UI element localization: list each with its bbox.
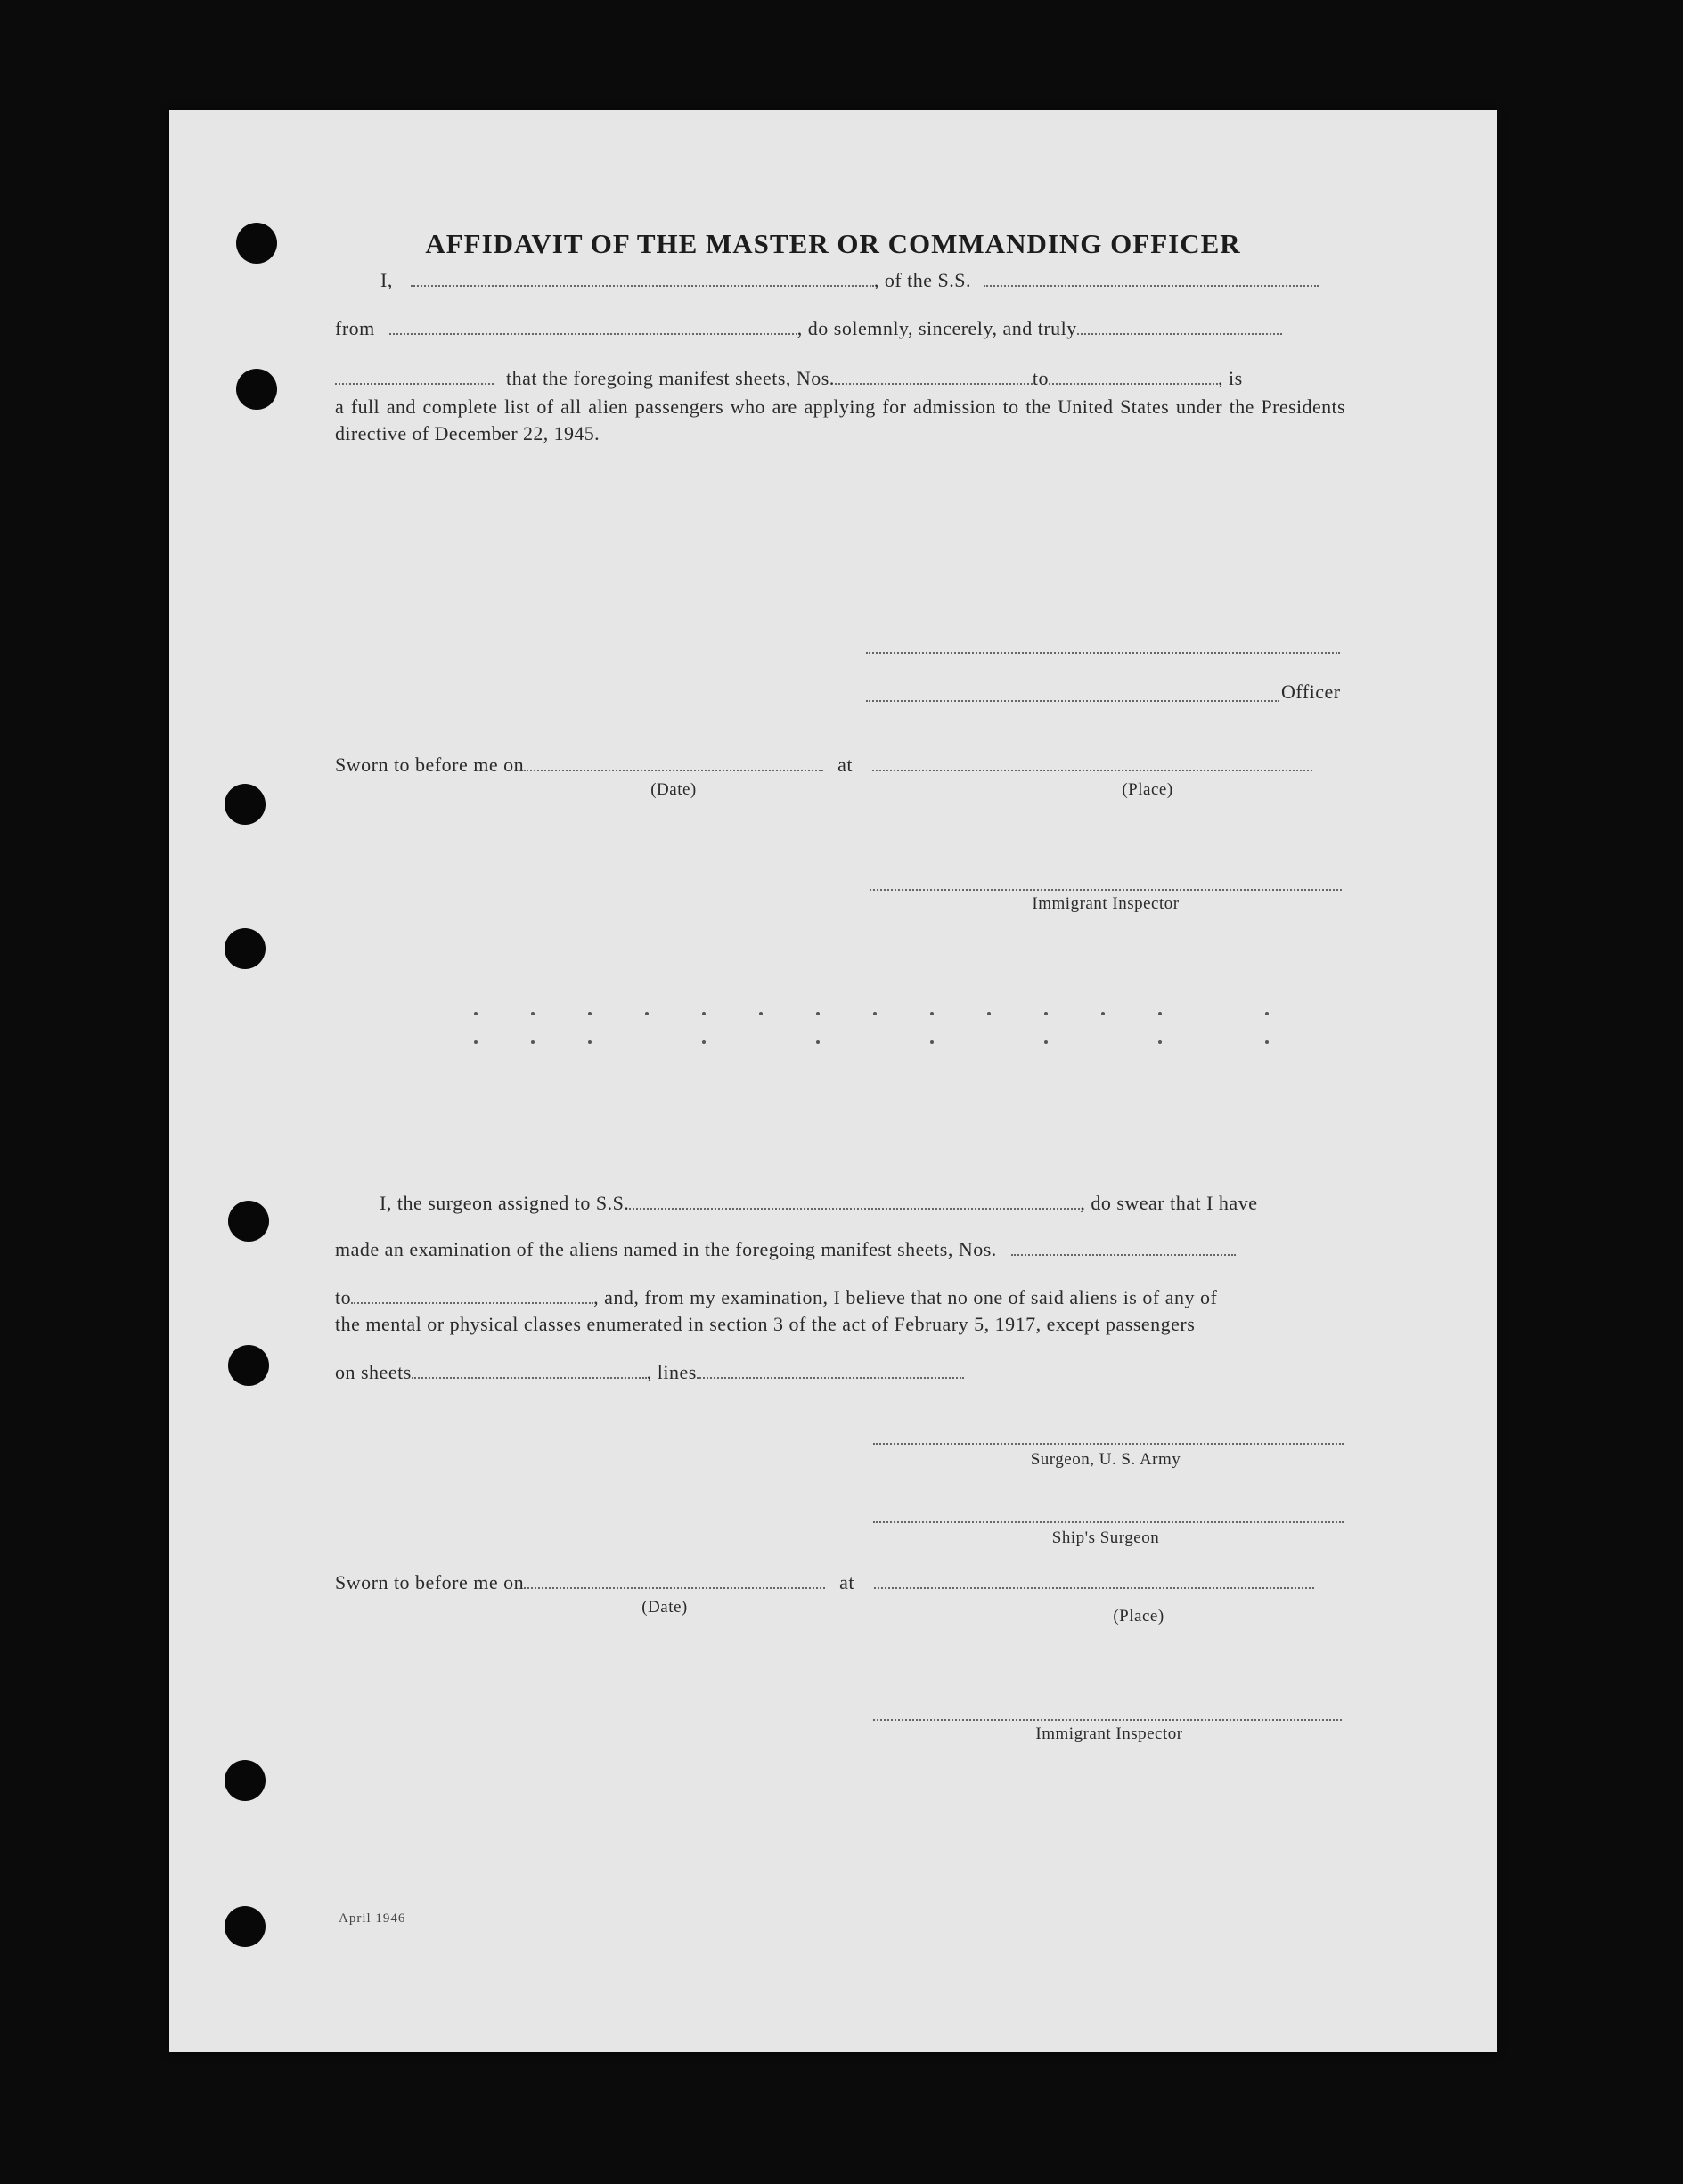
punch-hole: [236, 369, 277, 410]
exception-sheets-field[interactable]: [412, 1361, 647, 1379]
separator-dot: [1158, 1040, 1162, 1044]
officer-signature-line[interactable]: [866, 698, 1279, 702]
separator-dot: [474, 1040, 478, 1044]
sworn-2-line: [335, 1571, 1314, 1594]
form-sheet: [169, 110, 1497, 2052]
separator-dot: [930, 1040, 934, 1044]
separator-dot: [702, 1040, 706, 1044]
army-surgeon-signature-line[interactable]: [873, 1441, 1344, 1445]
master-line-3: [335, 367, 1243, 390]
separator-dot: [987, 1012, 991, 1015]
master-line-2: [335, 317, 1282, 340]
affirm-field[interactable]: [335, 367, 494, 385]
army-surgeon-caption: Surgeon, U. S. Army: [1030, 1450, 1181, 1469]
separator-dot: [588, 1012, 592, 1015]
form-date-footer: April 1946: [339, 1911, 406, 1926]
separator-dot: [759, 1012, 763, 1015]
nos-to-field[interactable]: [1049, 367, 1218, 385]
separator-dot: [873, 1012, 877, 1015]
separator-dot: [702, 1012, 706, 1015]
surgeon-nos-to-field[interactable]: [351, 1286, 593, 1304]
separator-dot: [1265, 1040, 1269, 1044]
sworn-1-label: Sworn to before me on: [335, 754, 525, 776]
from-field[interactable]: [389, 317, 797, 335]
surgeon-nos-from-field[interactable]: [1011, 1238, 1236, 1256]
surgeon-line-3: [335, 1286, 1217, 1309]
separator-dot: [1265, 1012, 1269, 1015]
inspector-2-signature-line[interactable]: [873, 1717, 1342, 1721]
sheets-label: on sheets: [335, 1361, 412, 1383]
master-body: a full and complete list of all alien passengers who are applying for admission to the United States under the Presidents directive of December 22, 1945.: [335, 395, 1345, 444]
inspector-1-signature-line[interactable]: [870, 887, 1342, 891]
sworn-2-at: at: [839, 1571, 855, 1593]
i-label: I,: [380, 269, 393, 291]
sworn-1-place-caption: (Place): [1122, 780, 1173, 799]
ship-label: , of the S.S.: [873, 269, 972, 291]
punch-hole: [225, 1760, 266, 1801]
ship-surgeon-caption: Ship's Surgeon: [1051, 1528, 1160, 1547]
from-label: from: [335, 317, 375, 339]
punch-hole: [228, 1201, 269, 1242]
that-label: that the foregoing manifest sheets, Nos.: [506, 367, 835, 389]
inspector-1-caption: Immigrant Inspector: [1032, 894, 1180, 913]
examination-text: made an examination of the aliens named in the foregoing manifest sheets, Nos.: [335, 1238, 997, 1260]
separator-dot: [1158, 1012, 1162, 1015]
to-label: to: [1032, 367, 1049, 389]
sworn-1-line: [335, 754, 1312, 777]
separator-dot: [816, 1040, 820, 1044]
sworn-1-date-field[interactable]: [524, 754, 823, 771]
oath-field[interactable]: [1077, 317, 1282, 335]
inspector-2-caption: Immigrant Inspector: [1035, 1724, 1183, 1743]
surgeon-line-4: the mental or physical classes enumerated in section 3 of the act of February 5, 1917, except passengers: [335, 1313, 1196, 1335]
master-signature-line[interactable]: [866, 650, 1340, 654]
form-title: AFFIDAVIT OF THE MASTER OR COMMANDING OFFICER: [425, 228, 1241, 259]
separator-dot: [531, 1040, 535, 1044]
swear-label: , do swear that I have: [1080, 1192, 1258, 1214]
nos-from-field[interactable]: [835, 367, 1033, 385]
ship-surgeon-signature-line[interactable]: [873, 1520, 1344, 1523]
sworn-1-place-field[interactable]: [872, 754, 1312, 771]
punch-hole: [225, 928, 266, 969]
punch-hole: [228, 1345, 269, 1386]
sworn-2-place-caption: (Place): [1113, 1607, 1164, 1626]
sworn-2-date-field[interactable]: [524, 1571, 825, 1589]
officer-label: Officer: [1281, 680, 1341, 703]
punch-hole: [225, 1906, 266, 1947]
separator-dot: [474, 1012, 478, 1015]
separator-dot: [531, 1012, 535, 1015]
sworn-1-date-caption: (Date): [650, 780, 697, 799]
lines-label: , lines: [646, 1361, 697, 1383]
separator-dot: [1101, 1012, 1105, 1015]
separator-dot: [816, 1012, 820, 1015]
name-field[interactable]: [411, 269, 874, 287]
separator-dot: [645, 1012, 649, 1015]
master-line-1: [380, 269, 1319, 292]
punch-hole: [225, 784, 266, 825]
belief-text: , and, from my examination, I believe that no one of said aliens is of any of: [593, 1286, 1218, 1308]
sworn-1-at: at: [837, 754, 854, 776]
surgeon-intro: I, the surgeon assigned to S.S.: [380, 1192, 630, 1214]
sworn-2-date-caption: (Date): [641, 1598, 688, 1617]
separator-dot: [588, 1040, 592, 1044]
surgeon-line-1: [380, 1192, 1257, 1215]
solemn-label: , do solemnly, sincerely, and truly: [797, 317, 1077, 339]
separator-dot: [1044, 1012, 1048, 1015]
sworn-2-label: Sworn to before me on: [335, 1571, 525, 1593]
surgeon-line-2: [335, 1238, 1236, 1261]
surgeon-line-5: [335, 1361, 964, 1384]
surgeon-ship-field[interactable]: [629, 1192, 1080, 1210]
separator-dot: [930, 1012, 934, 1015]
exception-lines-field[interactable]: [697, 1361, 964, 1379]
sworn-2-place-field[interactable]: [874, 1571, 1314, 1589]
ship-name-field[interactable]: [984, 269, 1319, 287]
separator-dot: [1044, 1040, 1048, 1044]
surgeon-to-label: to: [335, 1286, 352, 1308]
is-label: , is: [1218, 367, 1243, 389]
